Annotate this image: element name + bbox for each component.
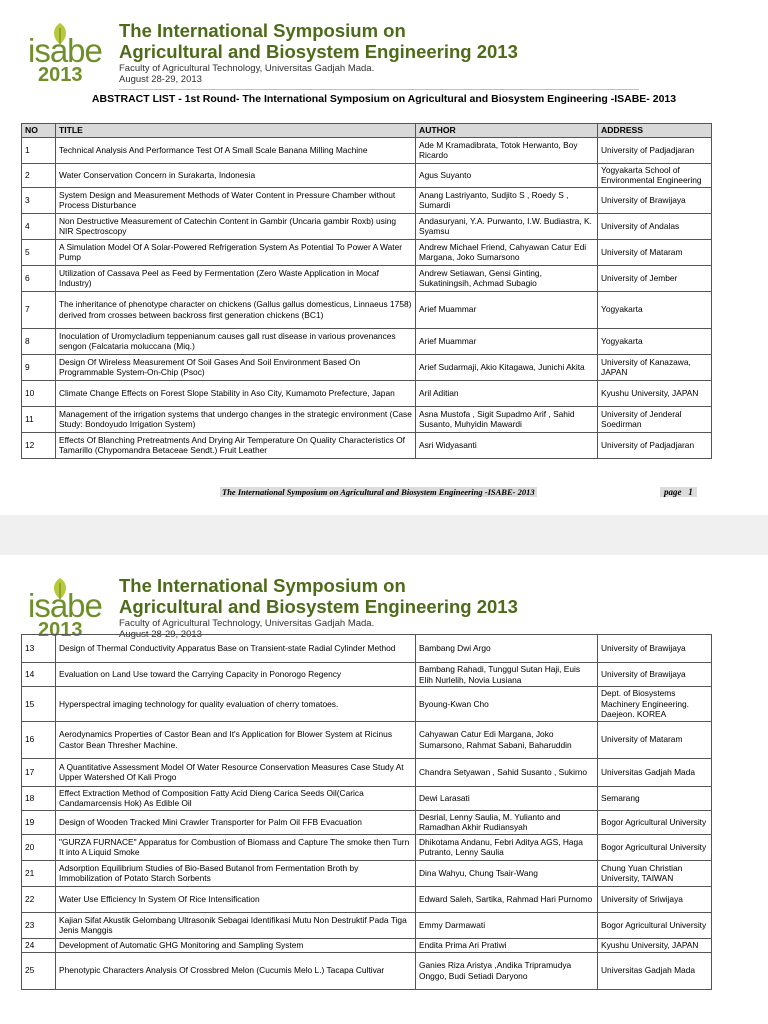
cell-author: Asri Widyasanti <box>416 432 598 458</box>
cell-author: Agus Suyanto <box>416 163 598 187</box>
header-subtitle-line1: Faculty of Agricultural Technology, Universitas Gadjah Mada. <box>119 63 375 74</box>
header-subtitle <box>119 64 374 85</box>
table-body-page2 <box>22 635 712 990</box>
cell-address: Bogor Agricultural University <box>598 834 712 860</box>
cell-address: University of Jenderal Soedirman <box>598 406 712 432</box>
cell-author: Arief Sudarmaji, Akio Kitagawa, Junichi Akita <box>416 354 598 380</box>
cell-no: 23 <box>22 912 56 938</box>
abstract-table-page1 <box>21 123 712 459</box>
abstract-list-title: ABSTRACT LIST - 1st Round- The International Symposium on Agricultural and Biosystem Engineering -ISABE- 2013 <box>91 93 677 105</box>
logo-year: 2013 <box>38 64 83 86</box>
cell-author: Andrew Setiawan, Gensi Ginting, Sukatiningsih, Achmad Subagio <box>416 265 598 291</box>
cell-address: University of Mataram <box>598 239 712 265</box>
table-row <box>22 328 712 354</box>
cell-author: Andasuryani, Y.A. Purwanto, I.W. Budiastra, K. Syamsu <box>416 213 598 239</box>
cell-title: Phenotypic Characters Analysis Of Crossbred Melon (Cucumis Melo L.) Tacapa Cultivar <box>56 952 416 989</box>
cell-author: Chandra Setyawan , Sahid Susanto , Sukirno <box>416 758 598 786</box>
cell-title: Inoculation of Uromycladium teppenianum causes gall rust disease in various provenances sengon (Falcataria moluccana (Miq.) <box>56 328 416 354</box>
cell-no: 20 <box>22 834 56 860</box>
cell-address: Universitas Gadjah Mada <box>598 758 712 786</box>
cell-address: Universitas Gadjah Mada <box>598 952 712 989</box>
header-divider <box>119 89 639 90</box>
table-body-page1 <box>22 137 712 458</box>
table-row <box>22 952 712 989</box>
table-row <box>22 635 712 663</box>
table-row <box>22 239 712 265</box>
cell-author: Bambang Dwi Argo <box>416 635 598 663</box>
header-subtitle-line2: August 28-29, 2013 <box>119 73 202 85</box>
page-number-value: 1 <box>688 487 693 497</box>
cell-author: Desrial, Lenny Saulia, M. Yulianto and Ramadhan Akhir Rudiansyah <box>416 810 598 834</box>
cell-author: Asna Mustofa , Sigit Supadmo Arif , Sahid Susanto, Muhyidin Mawardi <box>416 406 598 432</box>
cell-title: "GURZA FURNACE" Apparatus for Combustion of Biomass and Capture The smoke then Turn It into A Liquid Smoke <box>56 834 416 860</box>
cell-address: Chung Yuan Christian University, TAIWAN <box>598 860 712 886</box>
cell-no: 16 <box>22 721 56 758</box>
cell-no: 14 <box>22 663 56 687</box>
table-row <box>22 213 712 239</box>
cell-address: Bogor Agricultural University <box>598 810 712 834</box>
cell-author: Arief Muammar <box>416 291 598 328</box>
table-row <box>22 265 712 291</box>
footer-text: The International Symposium on Agricultural and Biosystem Engineering -ISABE- 2013 <box>222 487 535 497</box>
cell-address: Bogor Agricultural University <box>598 912 712 938</box>
cell-author: Dina Wahyu, Chung Tsair-Wang <box>416 860 598 886</box>
cell-title: Management of the irrigation systems that undergo changes in the strategic environment (Case Study: Bondoyudo Irrigation System) <box>56 406 416 432</box>
cell-address: Yogyakarta School of Environmental Engineering <box>598 163 712 187</box>
cell-no: 22 <box>22 886 56 912</box>
cell-no: 7 <box>22 291 56 328</box>
document-page-2 <box>0 555 768 1024</box>
cell-address: University of Padjadjaran <box>598 137 712 163</box>
cell-no: 4 <box>22 213 56 239</box>
cell-title: The inheritance of phenotype character on chickens (Gallus gallus domesticus, Linnaeus 1758) derived from crosses between backross first generation chickens (BC1) <box>56 291 416 328</box>
table-row <box>22 291 712 328</box>
column-header-address: ADDRESS <box>598 124 712 138</box>
cell-title: Design of Thermal Conductivity Apparatus Base on Transient-state Radial Cylinder Method <box>56 635 416 663</box>
cell-title: Effect Extraction Method of Composition Fatty Acid Dieng Carica Seeds Oil(Carica Candamarcensis Hok) As Edible Oil <box>56 786 416 810</box>
table-header-row <box>22 124 712 138</box>
cell-title: Design of Wooden Tracked Mini Crawler Transporter for Palm Oil FFB Evacuation <box>56 810 416 834</box>
table-row <box>22 912 712 938</box>
page-header <box>24 14 724 90</box>
cell-title: Technical Analysis And Performance Test Of A Small Scale Banana Milling Machine <box>56 137 416 163</box>
cell-title: Development of Automatic GHG Monitoring and Sampling System <box>56 938 416 952</box>
cell-no: 12 <box>22 432 56 458</box>
cell-address: University of Brawijaya <box>598 663 712 687</box>
cell-address: Kyushu University, JAPAN <box>598 380 712 406</box>
table-row <box>22 721 712 758</box>
table-row <box>22 380 712 406</box>
cell-title: Climate Change Effects on Forest Slope Stability in Aso City, Kumamoto Prefecture, Japan <box>56 380 416 406</box>
table-row <box>22 834 712 860</box>
cell-title: Non Destructive Measurement of Catechin Content in Gambir (Uncaria gambir Roxb) using NIR Spectroscopy <box>56 213 416 239</box>
cell-title: Utilization of Cassava Peel as Feed by Fermentation (Zero Waste Application in Mocaf Industry) <box>56 265 416 291</box>
cell-author: Andrew Michael Friend, Cahyawan Catur Edi Margana, Joko Sumarsono <box>416 239 598 265</box>
cell-author: Ganies Riza Aristya ,Andika Tripramudya Onggo, Budi Setiadi Daryono <box>416 952 598 989</box>
cell-no: 21 <box>22 860 56 886</box>
cell-no: 24 <box>22 938 56 952</box>
cell-address: University of Brawijaya <box>598 635 712 663</box>
page-gap <box>0 515 768 555</box>
table-row <box>22 432 712 458</box>
header-title-line1: The International Symposium on <box>119 20 406 41</box>
table-row <box>22 938 712 952</box>
cell-address: Kyushu University, JAPAN <box>598 938 712 952</box>
logo-text: isabe <box>28 32 102 69</box>
table-row <box>22 163 712 187</box>
page-number <box>660 487 697 497</box>
cell-author: Aril Aditian <box>416 380 598 406</box>
table-row <box>22 786 712 810</box>
cell-no: 8 <box>22 328 56 354</box>
cell-no: 1 <box>22 137 56 163</box>
cell-title: Effects Of Blanching Pretreatments And Drying Air Temperature On Quality Characteristics Of Tamarillo (Chypomandra Betaceae Sendt.) Fruit Leather <box>56 432 416 458</box>
abstract-table-page2 <box>21 634 712 990</box>
header-title <box>119 575 518 617</box>
cell-address: Semarang <box>598 786 712 810</box>
cell-address: Dept. of Biosystems Machinery Engineering. Daejeon. KOREA <box>598 687 712 722</box>
table-row <box>22 758 712 786</box>
page-label: page <box>664 487 682 497</box>
cell-address: University of Sriwijaya <box>598 886 712 912</box>
logo-text: isabe <box>28 587 102 624</box>
column-header-author: AUTHOR <box>416 124 598 138</box>
logo-year: 2013 <box>38 619 83 641</box>
cell-title: Kajian Sifat Akustik Gelombang Ultrasonik Sebagai Identifikasi Mutu Non Destruktif Pada Tiga Jenis Manggis <box>56 912 416 938</box>
cell-author: Ade M Kramadibrata, Totok Herwanto, Boy Ricardo <box>416 137 598 163</box>
cell-title: Aerodynamics Properties of Castor Bean and It's Application for Blower System at Ricinus Castor Bean Thresher Machine. <box>56 721 416 758</box>
cell-author: Bambang Rahadi, Tunggul Sutan Haji, Euis Elih Nurlelih, Novia Lusiana <box>416 663 598 687</box>
cell-title: System Design and Measurement Methods of Water Content in Pressure Chamber without Process Disturbance <box>56 187 416 213</box>
isabe-logo <box>28 577 104 639</box>
header-title-line2: Agricultural and Biosystem Engineering 2013 <box>119 41 518 62</box>
cell-author: Dewi Larasati <box>416 786 598 810</box>
cell-address: University of Padjadjaran <box>598 432 712 458</box>
cell-no: 6 <box>22 265 56 291</box>
isabe-logo <box>28 22 104 84</box>
cell-author: Anang Lastriyanto, Sudjito S , Roedy S , Sumardi <box>416 187 598 213</box>
header-subtitle-line2: August 28-29, 2013 <box>119 628 202 640</box>
header-title-line2: Agricultural and Biosystem Engineering 2013 <box>119 596 518 617</box>
cell-title: Design Of Wireless Measurement Of Soil Gases And Soil Environment Based On Programmable System-On-Chip (Psoc) <box>56 354 416 380</box>
cell-no: 18 <box>22 786 56 810</box>
cell-address: University of Brawijaya <box>598 187 712 213</box>
cell-no: 11 <box>22 406 56 432</box>
cell-author: Emmy Darmawati <box>416 912 598 938</box>
header-title <box>119 20 518 62</box>
cell-author: Cahyawan Catur Edi Margana, Joko Sumarsono, Rahmat Sabani, Baharuddin <box>416 721 598 758</box>
cell-no: 10 <box>22 380 56 406</box>
table-row <box>22 663 712 687</box>
table-row <box>22 687 712 722</box>
cell-title: A Simulation Model Of A Solar-Powered Refrigeration System As Potential To Power A Water Pump <box>56 239 416 265</box>
cell-address: University of Mataram <box>598 721 712 758</box>
table-row <box>22 137 712 163</box>
cell-author: Dhikotama Andanu, Febri Aditya AGS, Haga Putranto, Lenny Saulia <box>416 834 598 860</box>
cell-no: 15 <box>22 687 56 722</box>
header-title-line1: The International Symposium on <box>119 575 406 596</box>
cell-no: 9 <box>22 354 56 380</box>
cell-address: University of Kanazawa, JAPAN <box>598 354 712 380</box>
table-row <box>22 354 712 380</box>
table-row <box>22 886 712 912</box>
cell-no: 13 <box>22 635 56 663</box>
cell-no: 5 <box>22 239 56 265</box>
cell-no: 25 <box>22 952 56 989</box>
cell-title: Evaluation on Land Use toward the Carrying Capacity in Ponorogo Regency <box>56 663 416 687</box>
cell-address: Yogyakarta <box>598 291 712 328</box>
page-footer <box>220 487 704 499</box>
table-row <box>22 406 712 432</box>
cell-address: University of Jember <box>598 265 712 291</box>
cell-address: Yogyakarta <box>598 328 712 354</box>
cell-title: Hyperspectral imaging technology for quality evaluation of cherry tomatoes. <box>56 687 416 722</box>
cell-no: 17 <box>22 758 56 786</box>
cell-author: Endita Prima Ari Pratiwi <box>416 938 598 952</box>
cell-author: Edward Saleh, Sartika, Rahmad Hari Purnomo <box>416 886 598 912</box>
cell-title: Adsorption Equilibrium Studies of Bio-Based Butanol from Fermentation Broth by Immobilization of Potato Starch Sorbents <box>56 860 416 886</box>
table-row <box>22 187 712 213</box>
cell-title: Water Use Efficiency In System Of Rice Intensification <box>56 886 416 912</box>
header-subtitle-line1: Faculty of Agricultural Technology, Universitas Gadjah Mada. <box>119 618 375 629</box>
cell-no: 3 <box>22 187 56 213</box>
column-header-title: TITLE <box>56 124 416 138</box>
cell-no: 2 <box>22 163 56 187</box>
cell-title: A Quantitative Assessment Model Of Water Resource Conservation Measures Case Study At Upper Watershed Of Kali Progo <box>56 758 416 786</box>
column-header-no: NO <box>22 124 56 138</box>
cell-title: Water Conservation Concern in Surakarta, Indonesia <box>56 163 416 187</box>
table-row <box>22 860 712 886</box>
cell-address: University of Andalas <box>598 213 712 239</box>
table-row <box>22 810 712 834</box>
cell-no: 19 <box>22 810 56 834</box>
cell-author: Arief Muammar <box>416 328 598 354</box>
cell-author: Byoung-Kwan Cho <box>416 687 598 722</box>
